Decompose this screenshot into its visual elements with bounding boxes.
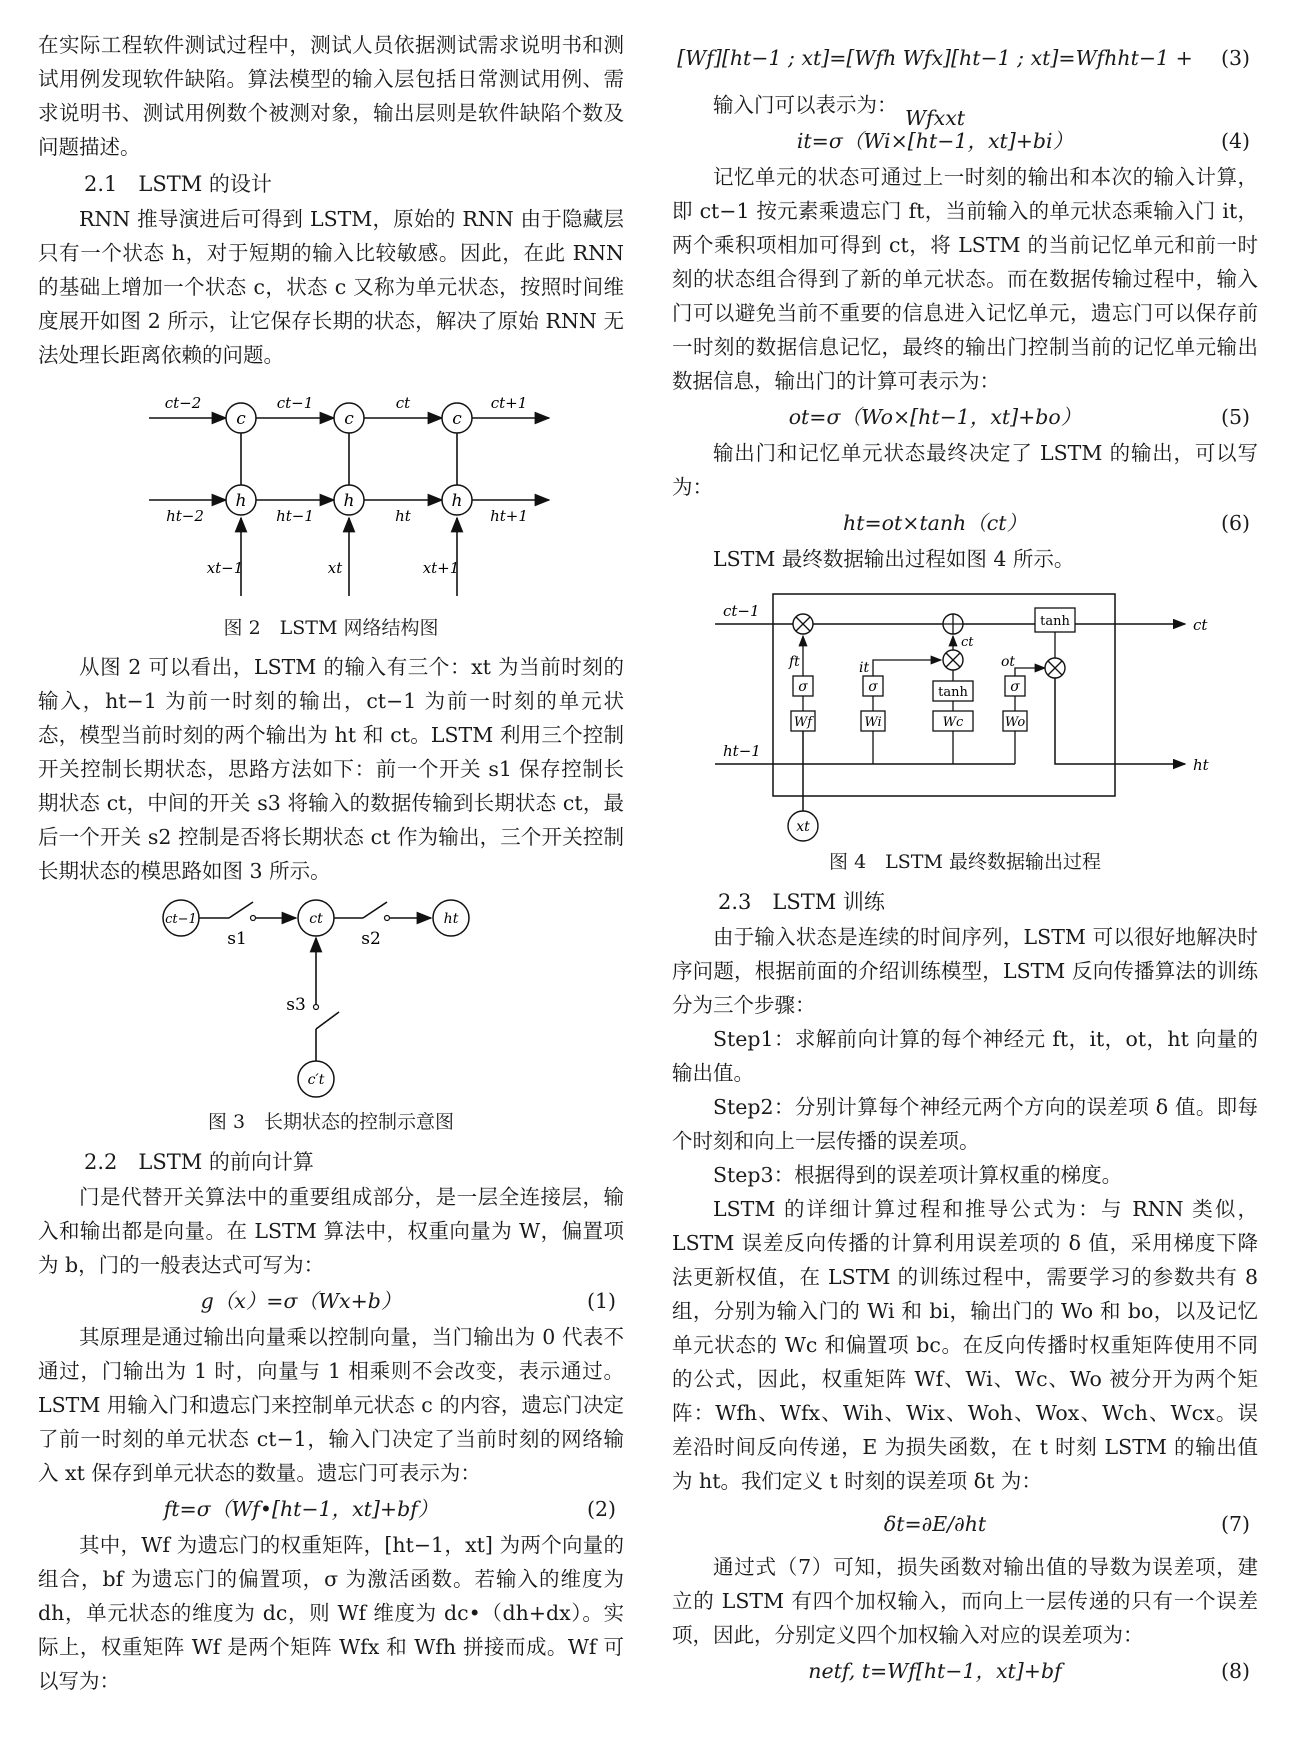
node-label: c (452, 409, 462, 429)
c-node (334, 403, 364, 433)
edge-label: ht+1 (490, 507, 528, 525)
node-label: h (451, 491, 463, 511)
edge-label: ht−1 (276, 507, 314, 525)
figure-2-caption: 图 2 LSTM 网络结构图 (223, 617, 439, 639)
figure-2-svg (91, 378, 571, 610)
paragraph-forget-gate: 其中，Wf 为遗忘门的权重矩阵，[ht−1，xt] 为两个向量的组合，bf 为遗忘门的偏置项，σ 为激活函数。若输入的维度为 dh，单元状态的维度为 dc，则 Wf 维度为 dc•（dh+dx）。实际上，权重矩阵 Wf 是两个矩阵 Wfx 和 Wfh 拼接而成。Wf 可以写为： (38, 1533, 624, 1693)
switch-s3 (316, 1012, 339, 1029)
paragraph-memory-cell: 记忆单元的状态可通过上一时刻的输出和本次的输入计算，即 ct−1 按元素乘遗忘门 ft，当前输入的单元状态乘输入门 it，两个乘积项相加可得到 ct，将 LSTM 的当前记忆单元和前一时刻的状态组合得到了新的单元状态。而在数据传输过程中，输入门可以避免当前不重要的信息进入记忆单元，遗忘门可以保存前一时刻的数据信息记忆，最终的输出门控制当前的记忆单元输出数据信息，输出门的计算可表示为： (672, 165, 1258, 393)
arrow (873, 660, 941, 676)
equation-number: (8) (1220, 1659, 1250, 1683)
edge-label: xt (327, 559, 343, 577)
input-h-label: ht−1 (723, 742, 761, 760)
switch-s1 (229, 902, 253, 918)
equation-body: δt=∂E/∂ht (883, 1512, 987, 1536)
paragraph-training: 由于输入状态是连续的时间序列，LSTM 可以很好地解决时序问题，根据前面的介绍训练模型，LSTM 反向传播算法的训练分为三个步骤： (672, 925, 1258, 1017)
edge-label: ct+1 (490, 394, 528, 412)
arrow (1015, 668, 1045, 676)
switch-contact (251, 916, 256, 921)
add-node (943, 614, 963, 634)
equation-number: (7) (1220, 1512, 1250, 1536)
figure-2-lstm-network (91, 378, 571, 610)
left-column (38, 28, 624, 1698)
tanh-label: tanh (1040, 614, 1070, 629)
paragraph-gate: 门是代替开关算法中的重要组成部分，是一层全连接层，输入和输出都是向量。在 LSTM 算法中，权重向量为 W，偏置项为 b，门的一般表达式可写为： (38, 1185, 624, 1277)
switch-contact (385, 916, 390, 921)
paragraph-input-gate: 输入门可以表示为： (713, 93, 898, 117)
arrow (1055, 678, 1185, 764)
node-label: ct (309, 911, 323, 927)
switch-label: s2 (361, 929, 381, 949)
paragraph-intro: 在实际工程软件测试过程中，测试人员依据测试需求说明书和测试用例发现软件缺陷。算法模型的输入层包括日常测试用例、需求说明书、测试用例数个被测对象，输出层则是软件缺陷个数及问题描述。 (38, 33, 624, 159)
switch-s2 (363, 902, 387, 918)
output-c-label: ct (1193, 616, 1208, 634)
edge-label: xt+1 (422, 559, 460, 577)
edge-label: xt−1 (206, 559, 244, 577)
node-label: ct−1 (165, 912, 197, 927)
switch-label: s1 (227, 929, 247, 949)
equation-number: (4) (1220, 129, 1250, 153)
equation-1 (38, 1282, 624, 1320)
equation-number: (1) (586, 1289, 616, 1313)
equation-body: ft=σ（Wf•[ht−1，xt]+bf） (163, 1497, 439, 1521)
node-label: xt (796, 819, 810, 835)
node-h (433, 900, 469, 936)
c-node (442, 403, 472, 433)
node-c-prime (298, 1061, 334, 1097)
equation-2 (38, 1490, 624, 1528)
equation-number: (2) (586, 1497, 616, 1521)
equation-8 (672, 1652, 1258, 1690)
gate-label-f: ft (789, 654, 800, 670)
h-node (226, 485, 256, 515)
right-column (672, 28, 1258, 1690)
node-label: c′t (307, 1072, 325, 1088)
multiply-node-input (943, 650, 963, 670)
sigma-label: σ (1010, 679, 1020, 695)
gate-label-i: it (859, 660, 870, 676)
edge-label: ht−2 (166, 507, 204, 525)
equation-body: ot=σ（Wo×[ht−1，xt]+bo） (788, 405, 1082, 429)
edge-label: ht (395, 507, 411, 525)
equation-body: [Wf][ht−1 ; xt]=[Wfh Wfx][ht−1 ; xt]=Wfhht−1 + Wfxxt (677, 46, 1193, 130)
multiply-node-forget (793, 614, 813, 634)
c-node (226, 403, 256, 433)
input-c-label: ct−1 (723, 602, 760, 620)
node-c-prev (163, 900, 199, 936)
tanh-label: tanh (938, 685, 968, 700)
figure-4-lstm-cell (715, 586, 1215, 844)
paragraph-lstm-inputs: 从图 2 可以看出，LSTM 的输入有三个：xt 为当前时刻的输入，ht−1 为前一时刻的输出，ct−1 为前一时刻的单元状态，模型当前时刻的两个输出为 ht 和 ct。LSTM 利用三个控制开关控制长期状态，思路方法如下：前一个开关 s1 保存控制长期状态 ct，中间的开关 s3 将输入的数据传输到长期状态 ct，最后一个开关 s2 控制是否将长期状态 ct 作为输出，三个开关控制长期状态的模思路如图 3 所示。 (38, 655, 624, 883)
node-label: h (235, 491, 247, 511)
paragraph-step2: Step2：分别计算每个神经元两个方向的误差项 δ 值。即每个时刻和向上一层传播的误差项。 (672, 1095, 1258, 1153)
edge-label: ct−2 (164, 394, 202, 412)
weight-label: Wo (1004, 715, 1026, 730)
node-label: c (344, 409, 354, 429)
section-heading-2-1: 2.1 LSTM 的设计 (84, 172, 272, 196)
paragraph-fig4-ref: LSTM 最终数据输出过程如图 4 所示。 (713, 547, 1075, 571)
equation-6 (672, 504, 1258, 542)
h-node (442, 485, 472, 515)
edge-label: ct−1 (276, 394, 314, 412)
node-label: h (343, 491, 355, 511)
equation-number: (6) (1220, 511, 1250, 535)
section-heading-2-3: 2.3 LSTM 训练 (718, 890, 885, 914)
ct-label: ct (961, 635, 974, 650)
weight-label: Wf (793, 715, 813, 730)
paragraph-gate-principle: 其原理是通过输出向量乘以控制向量，当门输出为 0 代表不通过，门输出为 1 时，向量与 1 相乘则不会改变，表示通过。LSTM 用输入门和遗忘门来控制单元状态 c 的内容，遗忘门决定了前一时刻的单元状态 ct−1，输入门决定了当前时刻的网络输入 xt 保存到单元状态的数量。遗忘门可表示为： (38, 1325, 624, 1485)
equation-body: netf, t=Wf[ht−1，xt]+bf (808, 1659, 1062, 1683)
multiply-node-output (1045, 658, 1065, 678)
equation-number: (5) (1220, 405, 1250, 429)
equation-7 (672, 1498, 1258, 1550)
sigma-label: σ (868, 679, 878, 695)
figure-3-caption: 图 3 长期状态的控制示意图 (207, 1111, 455, 1133)
edge-label: ct (395, 394, 411, 412)
paragraph-output: 输出门和记忆单元状态最终决定了 LSTM 的输出，可以写为： (672, 441, 1258, 499)
figure-3-switch-diagram (141, 894, 521, 1104)
output-h-label: ht (1193, 756, 1209, 774)
paragraph-detail: LSTM 的详细计算过程和推导公式为：与 RNN 类似，LSTM 误差反向传播的计算利用误差项的 δ 值，采用梯度下降法更新权值，在 LSTM 的训练过程中，需要学习的参数共有 8 组，分别为输入门的 Wi 和 bi，输出门的 Wo 和 bo，以及记忆单元状态的 Wc 和偏置项 bc。在反向传播时权重矩阵使用不同的公式，因此，权重矩阵 Wf、Wi、Wc、Wo 被分开为两个矩阵：Wfh、Wfx、Wih、Wix、Woh、Wox、Wch、Wcx。误差沿时间反向传递，E 为损失函数，在 t 时刻 LSTM 的输出值为 ht。我们定义 t 时刻的误差项 δt 为： (672, 1197, 1258, 1493)
weight-label: Wi (864, 715, 882, 730)
equation-body: ht=ot×tanh（ct） (843, 511, 1027, 535)
paragraph-step3: Step3：根据得到的误差项计算权重的梯度。 (713, 1163, 1123, 1187)
x-input-node (788, 811, 818, 841)
paragraph-rnn: RNN 推导演进后可得到 LSTM，原始的 RNN 由于隐藏层只有一个状态 h，对于短期的输入比较敏感。因此，在此 RNN 的基础上增加一个状态 c，状态 c 又称为单元状态，按照时间维度展开如图 2 所示，让它保存长期的状态，解决了原始 RNN 无法处理长距离依赖的问题。 (38, 207, 624, 367)
switch-contact (314, 1005, 319, 1010)
sigma-label: σ (798, 679, 808, 695)
figure-4-svg (715, 586, 1215, 844)
gate-label-o: ot (1001, 654, 1016, 670)
paragraph-step1: Step1：求解前向计算的每个神经元 ft，it，ot，ht 向量的输出值。 (672, 1027, 1258, 1085)
equation-body: g（x）=σ（Wx+b） (200, 1289, 402, 1313)
switch-label: s3 (286, 995, 306, 1015)
node-label: c (236, 409, 246, 429)
figure-3-svg (141, 894, 521, 1104)
equation-5 (672, 398, 1258, 436)
equation-body: it=σ（Wi×[ht−1，xt]+bi） (796, 129, 1074, 153)
node-label: ht (443, 911, 459, 927)
node-c-current (298, 900, 334, 936)
weight-label: Wc (942, 715, 964, 730)
paragraph-error-terms: 通过式（7）可知，损失函数对输出值的导数为误差项，建立的 LSTM 有四个加权输入，而向上一层传递的只有一个误差项，因此，分别定义四个加权输入对应的误差项为： (672, 1555, 1258, 1647)
section-heading-2-2: 2.2 LSTM 的前向计算 (84, 1150, 314, 1174)
equation-4 (672, 122, 1258, 160)
h-node (334, 485, 364, 515)
figure-4-caption: 图 4 LSTM 最终数据输出过程 (829, 851, 1101, 873)
equation-number: (3) (1220, 46, 1250, 70)
